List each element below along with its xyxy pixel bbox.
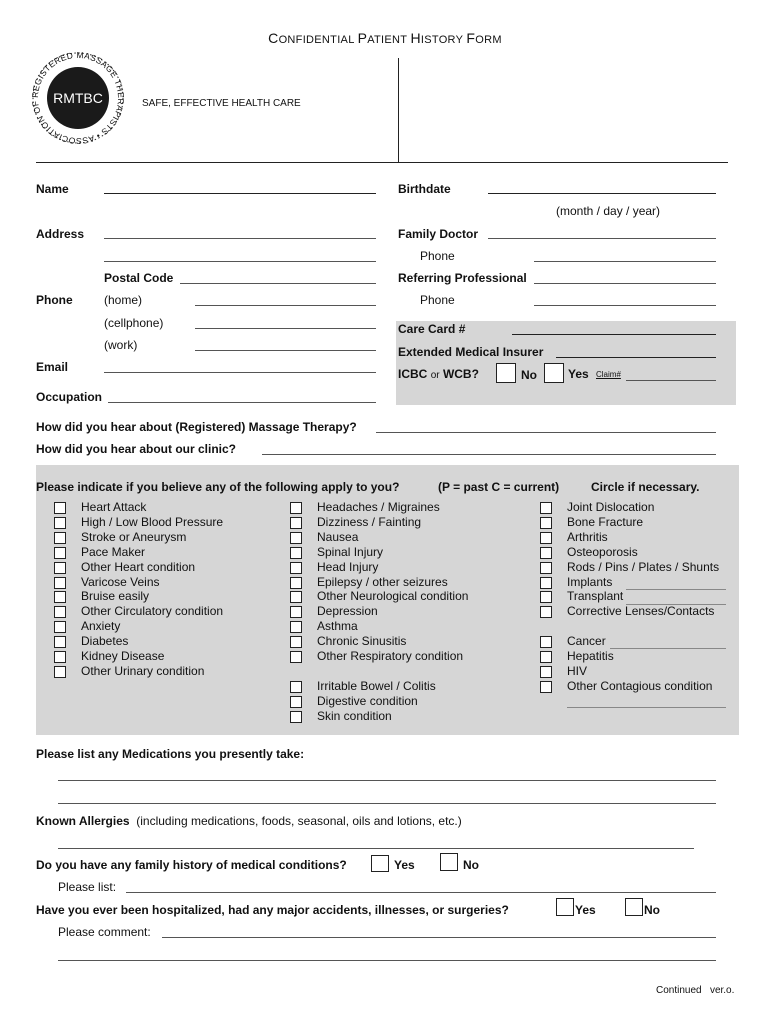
checkbox-other-respiratory-condition[interactable]: [290, 651, 302, 663]
conditions-heading: Please indicate if you believe any of the following apply to you?: [36, 480, 400, 494]
condition-label-hepatitis: Hepatitis: [567, 648, 614, 663]
checkbox-bone-fracture[interactable]: [540, 517, 552, 529]
condition-fillin-line-4[interactable]: [567, 707, 726, 708]
checkbox-rods-pins-plates-shunts[interactable]: [540, 562, 552, 574]
condition-label-chronic-sinusitis: Chronic Sinusitis: [317, 634, 407, 649]
checkbox-spinal-injury[interactable]: [290, 547, 302, 559]
condition-label-arthritis: Arthritis: [567, 529, 608, 544]
extended-insurer-field[interactable]: [556, 357, 716, 358]
condition-label-kidney-disease: Kidney Disease: [81, 649, 165, 663]
home-phone-field[interactable]: [195, 305, 376, 306]
family-history-yes-checkbox[interactable]: [371, 855, 389, 872]
condition-label-heart-attack: Heart Attack: [81, 500, 147, 514]
doctor-phone-field[interactable]: [534, 261, 716, 262]
condition-fillin-line-1[interactable]: [626, 589, 726, 590]
tagline: SAFE, EFFECTIVE HEALTH CARE: [142, 98, 301, 109]
date-format-hint: (month / day / year): [556, 204, 661, 218]
condition-label-hiv: HIV: [567, 663, 588, 678]
name-label: Name: [36, 182, 69, 196]
checkbox-hiv[interactable]: [540, 666, 552, 678]
checkbox-cancer[interactable]: [540, 636, 552, 648]
form-title: [0, 30, 770, 46]
condition-label-bruise-easily: Bruise easily: [81, 589, 150, 604]
medications-label: Please list any Medications you presently take:: [36, 747, 305, 761]
checkbox-joint-dislocation[interactable]: [540, 502, 552, 514]
hospitalized-yes-label: Yes: [575, 903, 596, 917]
checkbox-kidney-disease[interactable]: [54, 651, 66, 663]
checkbox-epilepsy-other-seizures[interactable]: [290, 577, 302, 589]
referring-professional-field[interactable]: [534, 283, 716, 284]
checkbox-other-neurological-condition[interactable]: [290, 591, 302, 603]
header-divider-vertical: [398, 58, 399, 162]
icbc-wcb-no-label: No: [521, 368, 537, 382]
occupation-label: Occupation: [36, 390, 103, 404]
checkbox-anxiety[interactable]: [54, 621, 66, 633]
occupation-field[interactable]: [108, 402, 376, 403]
checkbox-transplant[interactable]: [540, 591, 552, 603]
email-field[interactable]: [104, 372, 376, 373]
condition-label-skin-condition: Skin condition: [317, 708, 392, 723]
title-word-2: PATIENT: [357, 30, 411, 46]
continued-note: Continued ver.o.: [656, 985, 735, 996]
hear-rmt-field[interactable]: [376, 432, 716, 433]
checkbox-dizziness-fainting[interactable]: [290, 517, 302, 529]
title-word-1: CONFIDENTIAL: [268, 30, 358, 46]
header-divider-horizontal: [36, 162, 728, 163]
checkbox-other-heart-condition[interactable]: [54, 562, 66, 574]
hospitalized-question: Have you ever been hospitalized, had any major accidents, illnesses, or surgeries?: [36, 903, 509, 917]
checkbox-head-injury[interactable]: [290, 562, 302, 574]
condition-label-osteoporosis: Osteoporosis: [567, 544, 638, 559]
family-history-no-checkbox[interactable]: [440, 853, 458, 871]
circle-hint: Circle if necessary.: [591, 480, 700, 494]
checkbox-arthritis[interactable]: [540, 532, 552, 544]
address-field-1[interactable]: [104, 238, 376, 239]
condition-label-corrective-lenses-contacts: Corrective Lenses/Contacts: [567, 604, 715, 619]
please-comment-label: Please comment:: [58, 925, 151, 939]
referring-phone-field[interactable]: [534, 305, 716, 306]
checkbox-implants[interactable]: [540, 577, 552, 589]
checkbox-corrective-lenses-contacts[interactable]: [540, 606, 552, 618]
hospitalized-field-1[interactable]: [162, 937, 716, 938]
svg-text:REGISTERED MASSAGE THERAPISTS: REGISTERED MASSAGE THERAPISTS • ASSOCIATION OF: [30, 50, 126, 146]
condition-label-other-urinary-condition: Other Urinary condition: [81, 663, 205, 678]
checkbox-asthma[interactable]: [290, 621, 302, 633]
condition-label-irritable-bowel-colitis: Irritable Bowel / Colitis: [317, 679, 436, 693]
birthdate-label: Birthdate: [398, 182, 451, 196]
rmtbc-logo: [30, 50, 126, 146]
medications-field-1[interactable]: [58, 780, 716, 781]
condition-label-varicose-veins: Varicose Veins: [81, 574, 160, 589]
family-history-no-label: No: [463, 858, 479, 872]
please-list-label: Please list:: [58, 880, 117, 894]
title-word-4: FORM: [466, 30, 502, 46]
icbc-wcb-yes-checkbox[interactable]: [544, 363, 564, 383]
checkbox-other-urinary-condition[interactable]: [54, 666, 66, 678]
hospitalized-yes-checkbox[interactable]: [556, 898, 574, 916]
checkbox-nausea[interactable]: [290, 532, 302, 544]
phone-label: Phone: [36, 293, 73, 307]
condition-label-spinal-injury: Spinal Injury: [317, 544, 384, 559]
condition-label-cancer: Cancer: [567, 634, 606, 648]
care-card-field[interactable]: [512, 334, 716, 335]
allergies-label: Known Allergies (including medications, foods, seasonal, oils and lotions, etc.): [36, 814, 462, 828]
cellphone-field[interactable]: [195, 328, 376, 329]
condition-label-head-injury: Head Injury: [317, 559, 379, 574]
condition-label-stroke-or-aneurysm: Stroke or Aneurysm: [81, 529, 187, 544]
condition-label-other-respiratory-condition: Other Respiratory condition: [317, 649, 464, 663]
checkbox-heart-attack[interactable]: [54, 502, 66, 514]
checkbox-stroke-or-aneurysm[interactable]: [54, 532, 66, 544]
icbc-wcb-no-checkbox[interactable]: [496, 363, 516, 383]
checkbox-skin-condition[interactable]: [290, 711, 302, 723]
address-field-2[interactable]: [104, 261, 376, 262]
work-phone-field[interactable]: [195, 350, 376, 351]
svg-text:RMTBC: RMTBC: [53, 90, 103, 106]
condition-label-diabetes: Diabetes: [81, 634, 129, 649]
icbc-wcb-label: ICBC or WCB?: [398, 367, 479, 381]
checkbox-hepatitis[interactable]: [540, 651, 552, 663]
checkbox-digestive-condition[interactable]: [290, 696, 302, 708]
condition-label-high-low-blood-pressure: High / Low Blood Pressure: [81, 514, 224, 529]
checkbox-headaches-migraines[interactable]: [290, 502, 302, 514]
home-label: (home): [104, 293, 143, 307]
referring-phone-label: Phone: [420, 293, 455, 307]
claim-field[interactable]: [626, 380, 716, 381]
family-history-field[interactable]: [126, 892, 716, 893]
checkbox-depression[interactable]: [290, 606, 302, 618]
condition-label-headaches-migraines: Headaches / Migraines: [317, 500, 440, 514]
checkbox-pace-maker[interactable]: [54, 547, 66, 559]
referring-professional-label: Referring Professional: [398, 271, 527, 285]
conditions-legend: (P = past C = current): [438, 480, 560, 494]
email-label: Email: [36, 360, 69, 374]
condition-label-rods-pins-plates-shunts: Rods / Pins / Plates / Shunts: [567, 559, 720, 574]
extended-insurer-label: Extended Medical Insurer: [398, 345, 544, 359]
hospitalized-field-2[interactable]: [58, 960, 716, 961]
condition-label-bone-fracture: Bone Fracture: [567, 514, 644, 529]
condition-label-transplant: Transplant: [567, 589, 624, 604]
claim-label: Claim#: [596, 370, 621, 379]
condition-label-dizziness-fainting: Dizziness / Fainting: [317, 514, 422, 529]
condition-label-pace-maker: Pace Maker: [81, 544, 146, 559]
postal-code-label: Postal Code: [104, 271, 174, 285]
condition-label-other-contagious-condition: Other Contagious condition: [567, 678, 713, 693]
condition-label-other-heart-condition: Other Heart condition: [81, 559, 196, 574]
allergies-field[interactable]: [58, 848, 694, 849]
checkbox-bruise-easily[interactable]: [54, 591, 66, 603]
cellphone-label: (cellphone): [104, 316, 164, 330]
family-doctor-field[interactable]: [488, 238, 716, 239]
checkbox-irritable-bowel-colitis[interactable]: [290, 681, 302, 693]
address-label: Address: [36, 227, 85, 241]
work-label: (work): [104, 338, 138, 352]
checkbox-chronic-sinusitis[interactable]: [290, 636, 302, 648]
checkbox-other-circulatory-condition[interactable]: [54, 606, 66, 618]
checkbox-diabetes[interactable]: [54, 636, 66, 648]
condition-label-implants: Implants: [567, 574, 613, 589]
condition-label-digestive-condition: Digestive condition: [317, 693, 418, 708]
condition-label-asthma: Asthma: [317, 619, 358, 634]
checkbox-other-contagious-condition[interactable]: [540, 681, 552, 693]
condition-fillin-line-2[interactable]: [626, 604, 726, 605]
postal-code-field[interactable]: [180, 283, 376, 284]
checkbox-osteoporosis[interactable]: [540, 547, 552, 559]
doctor-phone-label: Phone: [420, 249, 455, 263]
title-word-3: HISTORY: [410, 30, 467, 46]
condition-label-other-neurological-condition: Other Neurological condition: [317, 589, 469, 604]
condition-label-joint-dislocation: Joint Dislocation: [567, 500, 655, 514]
hear-clinic-field[interactable]: [262, 454, 716, 455]
icbc-wcb-yes-label: Yes: [568, 367, 589, 381]
name-field[interactable]: [104, 193, 376, 194]
condition-fillin-line-3[interactable]: [610, 648, 726, 649]
condition-label-other-circulatory-condition: Other Circulatory condition: [81, 604, 224, 619]
condition-label-depression: Depression: [317, 604, 378, 619]
family-doctor-label: Family Doctor: [398, 227, 479, 241]
family-history-question: Do you have any family history of medical conditions?: [36, 858, 347, 872]
condition-label-epilepsy-other-seizures: Epilepsy / other seizures: [317, 574, 448, 589]
care-card-label: Care Card #: [398, 322, 466, 336]
family-history-yes-label: Yes: [394, 858, 415, 872]
hear-clinic-question: How did you hear about our clinic?: [36, 442, 237, 456]
checkbox-high-low-blood-pressure[interactable]: [54, 517, 66, 529]
condition-label-anxiety: Anxiety: [81, 619, 121, 634]
condition-label-nausea: Nausea: [317, 529, 359, 544]
hospitalized-no-checkbox[interactable]: [625, 898, 643, 916]
medications-field-2[interactable]: [58, 803, 716, 804]
hospitalized-no-label: No: [644, 903, 660, 917]
birthdate-field[interactable]: [488, 193, 716, 194]
hear-rmt-question: How did you hear about (Registered) Massage Therapy?: [36, 420, 357, 434]
checkbox-varicose-veins[interactable]: [54, 577, 66, 589]
